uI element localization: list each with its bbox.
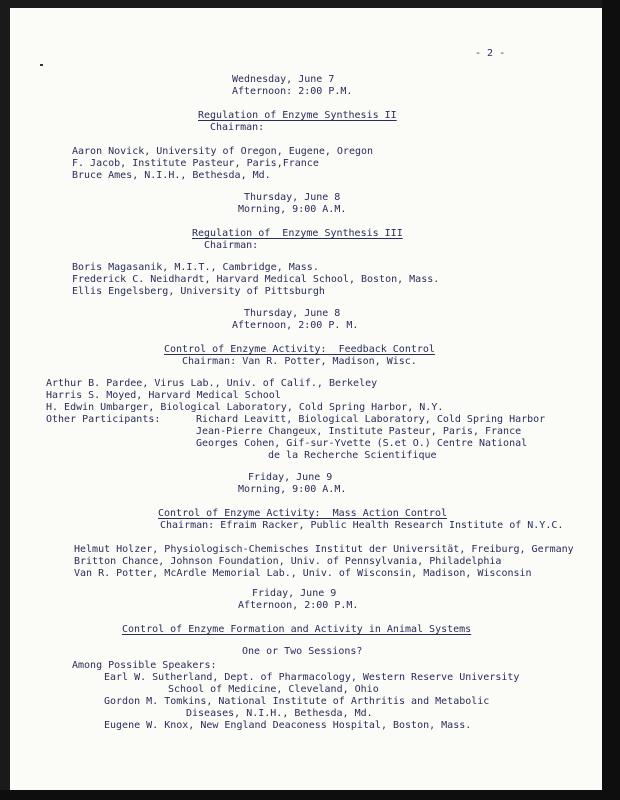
possible-speaker-line: School of Medicine, Cleveland, Ohio [168,684,379,695]
speaker-line: Ellis Engelsberg, University of Pittsburgh [72,286,325,297]
speaker-line: F. Jacob, Institute Pasteur, Paris,France [72,158,319,169]
session-note: One or Two Sessions? [242,646,363,657]
possible-speakers-label: Among Possible Speakers: [72,660,217,671]
speaker-line: Britton Chance, Johnson Foundation, Univ. of Pennsylvania, Philadelphia [74,556,502,567]
session-title: Regulation of Enzyme Synthesis II [198,110,397,121]
session-chairman: Chairman: Efraim Racker, Public Health Research Institute of N.Y.C. [160,520,564,531]
scan-border-bottom [0,790,620,800]
session-day: Friday, June 9 [248,472,333,483]
session-time: Morning, 9:00 A.M. [238,484,347,495]
session-chairman: Chairman: Van R. Potter, Madison, Wisc. [182,356,417,367]
document-page [10,8,602,790]
speaker-line: Aaron Novick, University of Oregon, Eugene, Oregon [72,146,374,157]
possible-speaker-line: Gordon M. Tomkins, National Institute of Arthritis and Metabolic [104,696,490,707]
speaker-line: Bruce Ames, N.I.H., Bethesda, Md. [72,170,271,181]
speaker-line: H. Edwin Umbarger, Biological Laboratory, Cold Spring Harbor, N.Y. [46,402,444,413]
possible-speaker-line: Earl W. Sutherland, Dept. of Pharmacology, Western Reserve University [104,672,520,683]
speaker-line: Helmut Holzer, Physiologisch-Chemisches Institut der Universität, Freiburg, Germany [74,544,574,555]
session-title: Regulation of Enzyme Synthesis III [192,228,403,239]
session-time: Morning, 9:00 A.M. [238,204,347,215]
participant-line: de la Recherche Scientifique [268,450,437,461]
session-title: Control of Enzyme Formation and Activity in Animal Systems [122,624,472,635]
speaker-line: Boris Magasanik, M.I.T., Cambridge, Mass. [72,262,319,273]
session-day: Wednesday, June 7 [232,74,335,85]
participant-line: Georges Cohen, Gif-sur-Yvette (S.et O.) Centre National [196,438,528,449]
session-time: Afternoon: 2:00 P.M. [232,86,353,97]
possible-speaker-line: Diseases, N.I.H., Bethesda, Md. [186,708,373,719]
session-title: Control of Enzyme Activity: Feedback Control [164,344,435,355]
page-number: - 2 - [475,48,506,59]
session-day: Thursday, June 8 [244,192,341,203]
speaker-line: Frederick C. Neidhardt, Harvard Medical School, Boston, Mass. [72,274,440,285]
session-title: Control of Enzyme Activity: Mass Action Control [158,508,447,519]
session-day: Thursday, June 8 [244,308,341,319]
participant-line: Richard Leavitt, Biological Laboratory, Cold Spring Harbor [196,414,546,425]
session-chairman: Chairman: [204,240,259,251]
session-chairman: Chairman: [210,122,265,133]
ink-mark [40,64,43,66]
speaker-line: Harris S. Moyed, Harvard Medical School [46,390,281,401]
scan-border-right [602,0,620,800]
session-day: Friday, June 9 [252,588,337,599]
speaker-line: Van R. Potter, McArdle Memorial Lab., Univ. of Wisconsin, Madison, Wisconsin [74,568,532,579]
session-time: Afternoon, 2:00 P.M. [238,600,359,611]
session-time: Afternoon, 2:00 P. M. [232,320,359,331]
speaker-line: Arthur B. Pardee, Virus Lab., Univ. of Calif., Berkeley [46,378,378,389]
participant-line: Jean-Pierre Changeux, Institute Pasteur, Paris, France [196,426,522,437]
possible-speaker-line: Eugene W. Knox, New England Deaconess Hospital, Boston, Mass. [104,720,472,731]
other-participants-label: Other Participants: [46,414,161,425]
